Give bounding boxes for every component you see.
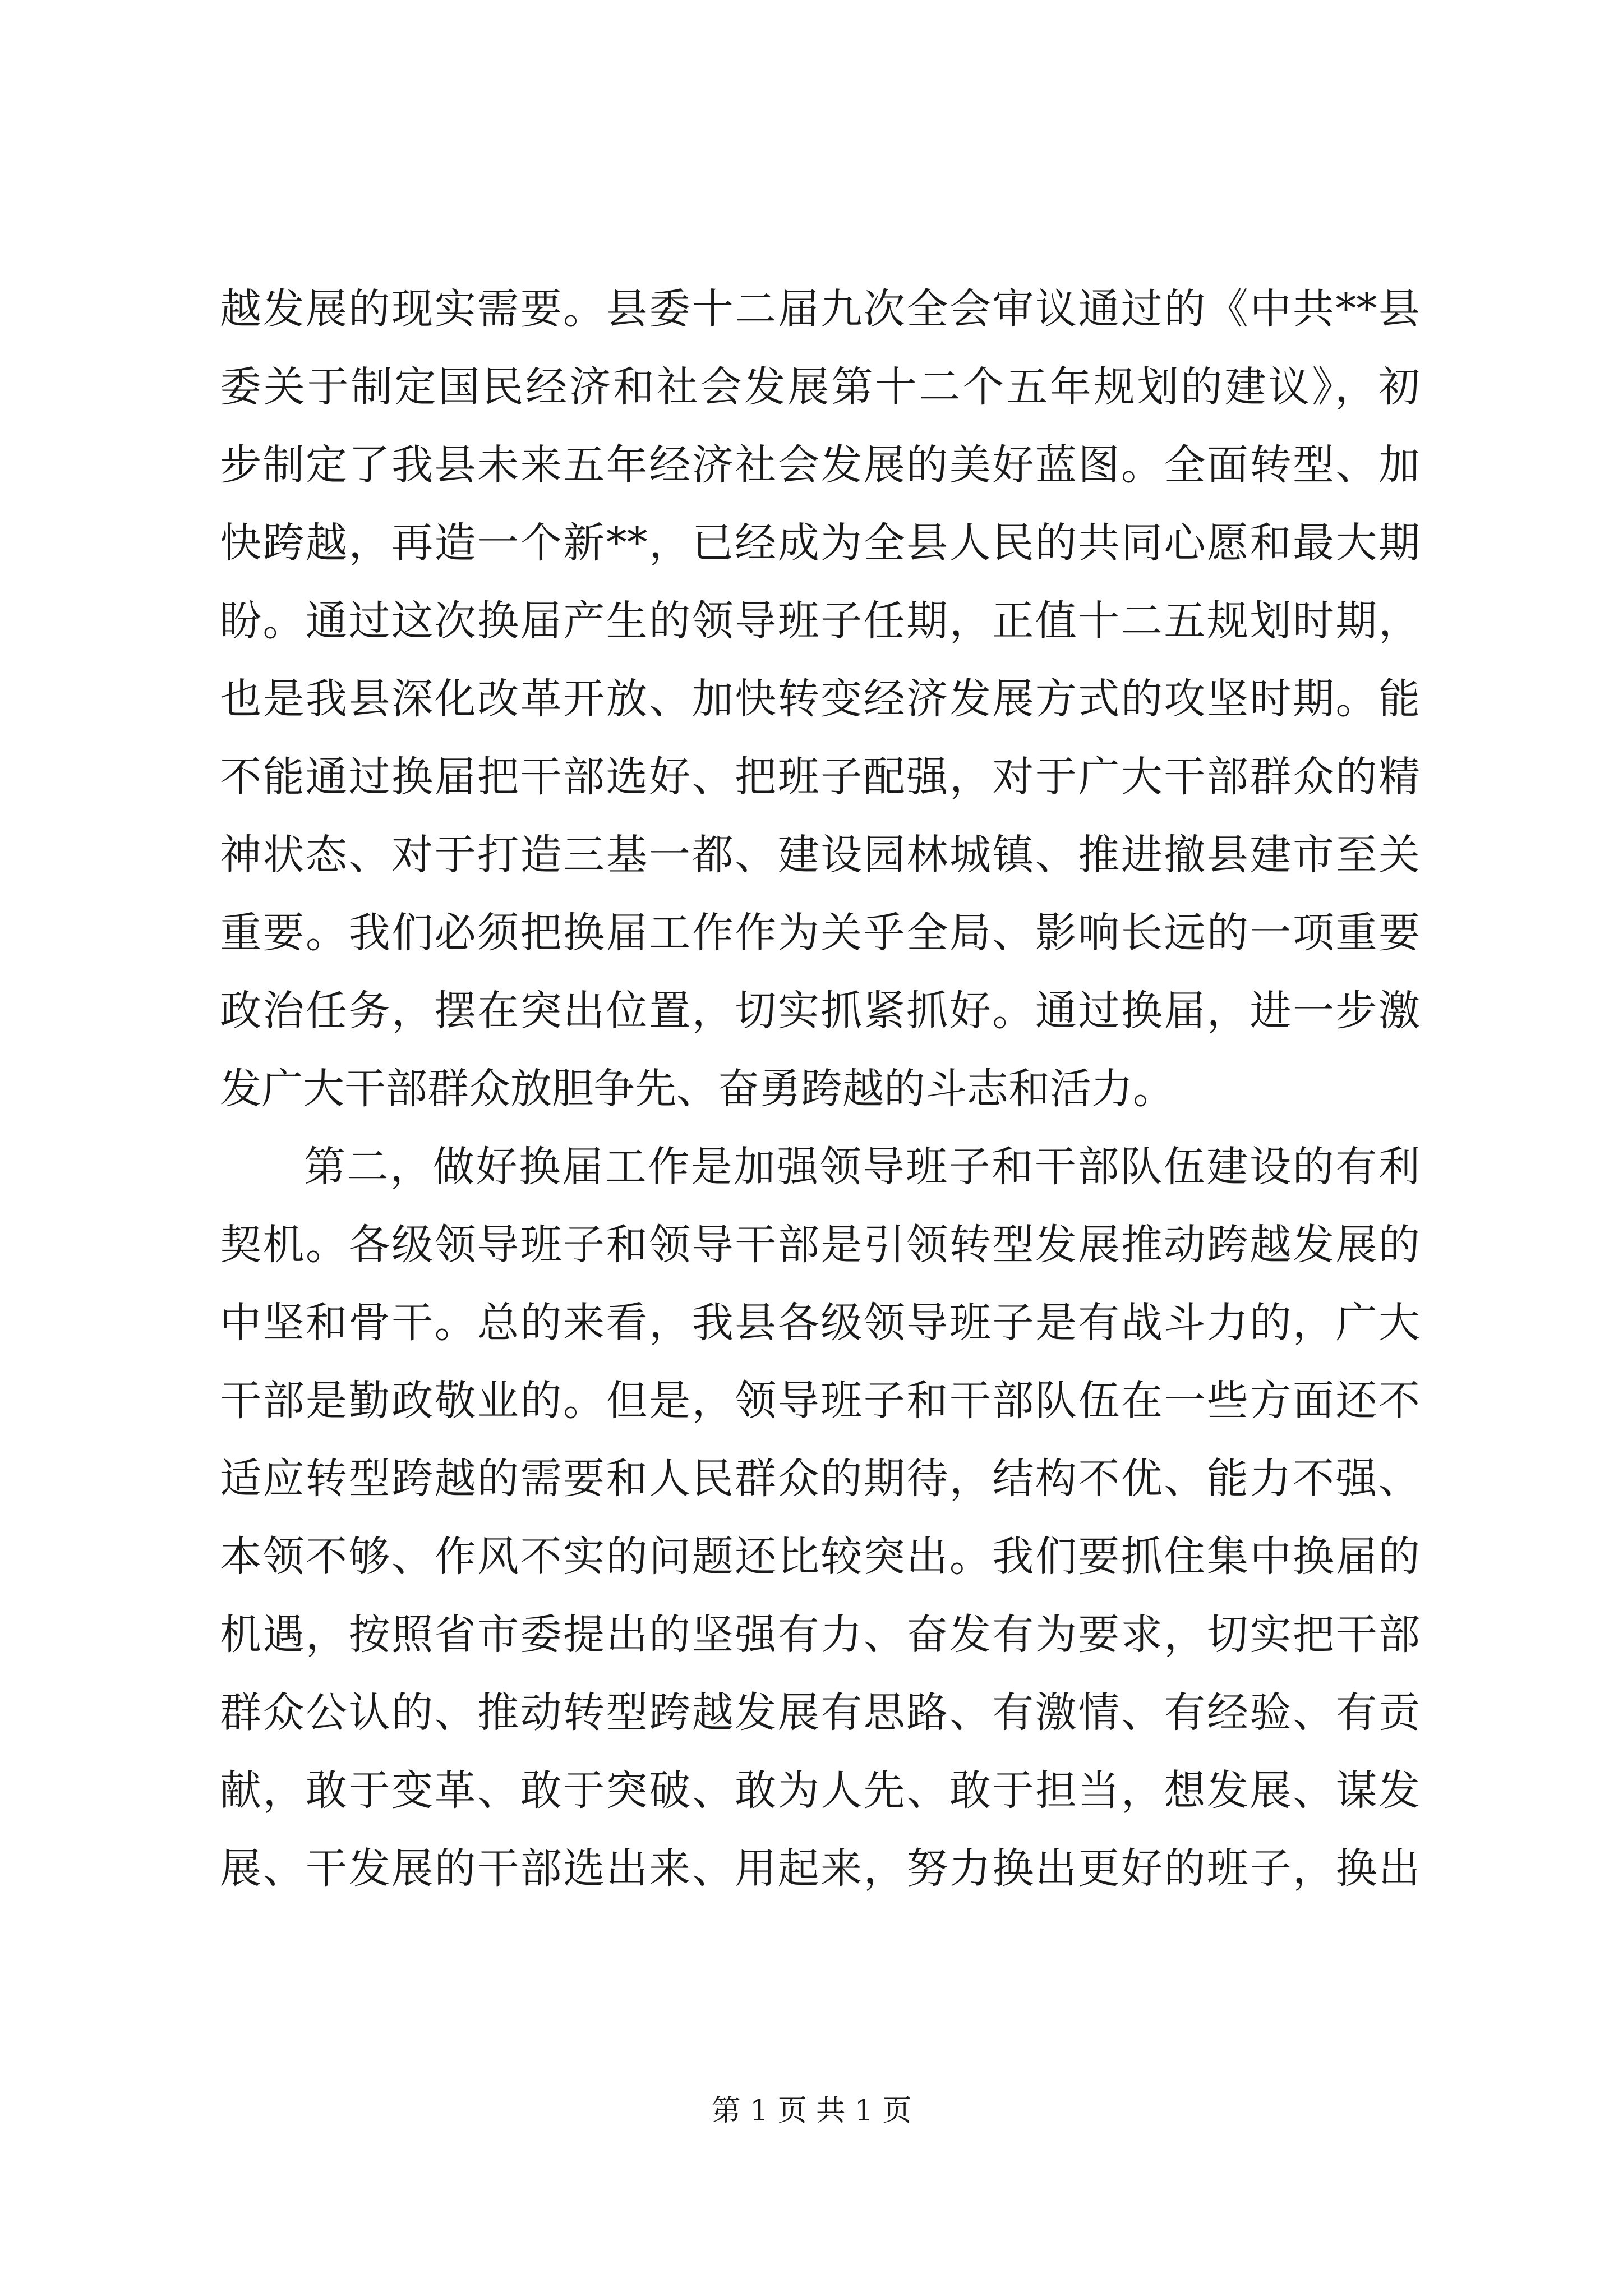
body-text [220, 270, 1420, 1908]
text-line: 干部是勤政敬业的。但是，领导班子和干部队伍在一些方面还不 [220, 1377, 1420, 1425]
text-line: 重要。我们必须把换届工作作为关乎全局、影响长远的一项重要 [220, 909, 1420, 957]
text-line: 本领不够、作风不实的问题还比较突出。我们要抓住集中换届的 [220, 1533, 1420, 1581]
text-line: 盼。通过这次换届产生的领导班子任期，正值十二五规划时期， [220, 597, 1420, 645]
paragraph-2 [220, 1128, 1420, 1908]
text-line: 展、干发展的干部选出来、用起来，努力换出更好的班子，换出 [220, 1844, 1420, 1893]
text-line: 第二，做好换届工作是加强领导班子和干部队伍建设的有利 [304, 1143, 1420, 1191]
text-line: 也是我县深化改革开放、加快转变经济发展方式的攻坚时期。能 [220, 675, 1420, 723]
text-line: 委关于制定国民经济和社会发展第十二个五年规划的建议》，初 [220, 363, 1420, 411]
text-line: 步制定了我县未来五年经济社会发展的美好蓝图。全面转型、加 [220, 441, 1420, 489]
text-line: 越发展的现实需要。县委十二届九次全会审议通过的《中共**县 [220, 285, 1420, 333]
text-line: 群众公认的、推动转型跨越发展有思路、有激情、有经验、有贡 [220, 1688, 1420, 1737]
text-line: 发广大干部群众放胆争先、奋勇跨越的斗志和活力。 [220, 1065, 1174, 1113]
text-line: 不能通过换届把干部选好、把班子配强，对于广大干部群众的精 [220, 753, 1420, 801]
page-footer [0, 2087, 1623, 2129]
text-line: 机遇，按照省市委提出的坚强有力、奋发有为要求，切实把干部 [220, 1611, 1420, 1659]
text-line: 适应转型跨越的需要和人民群众的期待，结构不优、能力不强、 [220, 1455, 1420, 1503]
text-line: 快跨越，再造一个新**，已经成为全县人民的共同心愿和最大期 [220, 519, 1420, 567]
text-line: 政治任务，摆在突出位置，切实抓紧抓好。通过换届，进一步激 [220, 987, 1420, 1035]
text-line: 神状态、对于打造三基一都、建设园林城镇、推进撤县建市至关 [220, 831, 1420, 879]
paragraph-1 [220, 270, 1420, 1128]
page-number-label: 第 1 页 共 1 页 [711, 2094, 912, 2128]
text-line: 中坚和骨干。总的来看，我县各级领导班子是有战斗力的，广大 [220, 1299, 1420, 1347]
text-line: 契机。各级领导班子和领导干部是引领转型发展推动跨越发展的 [220, 1221, 1420, 1269]
text-line: 献，敢于变革、敢于突破、敢为人先、敢于担当，想发展、谋发 [220, 1766, 1420, 1815]
